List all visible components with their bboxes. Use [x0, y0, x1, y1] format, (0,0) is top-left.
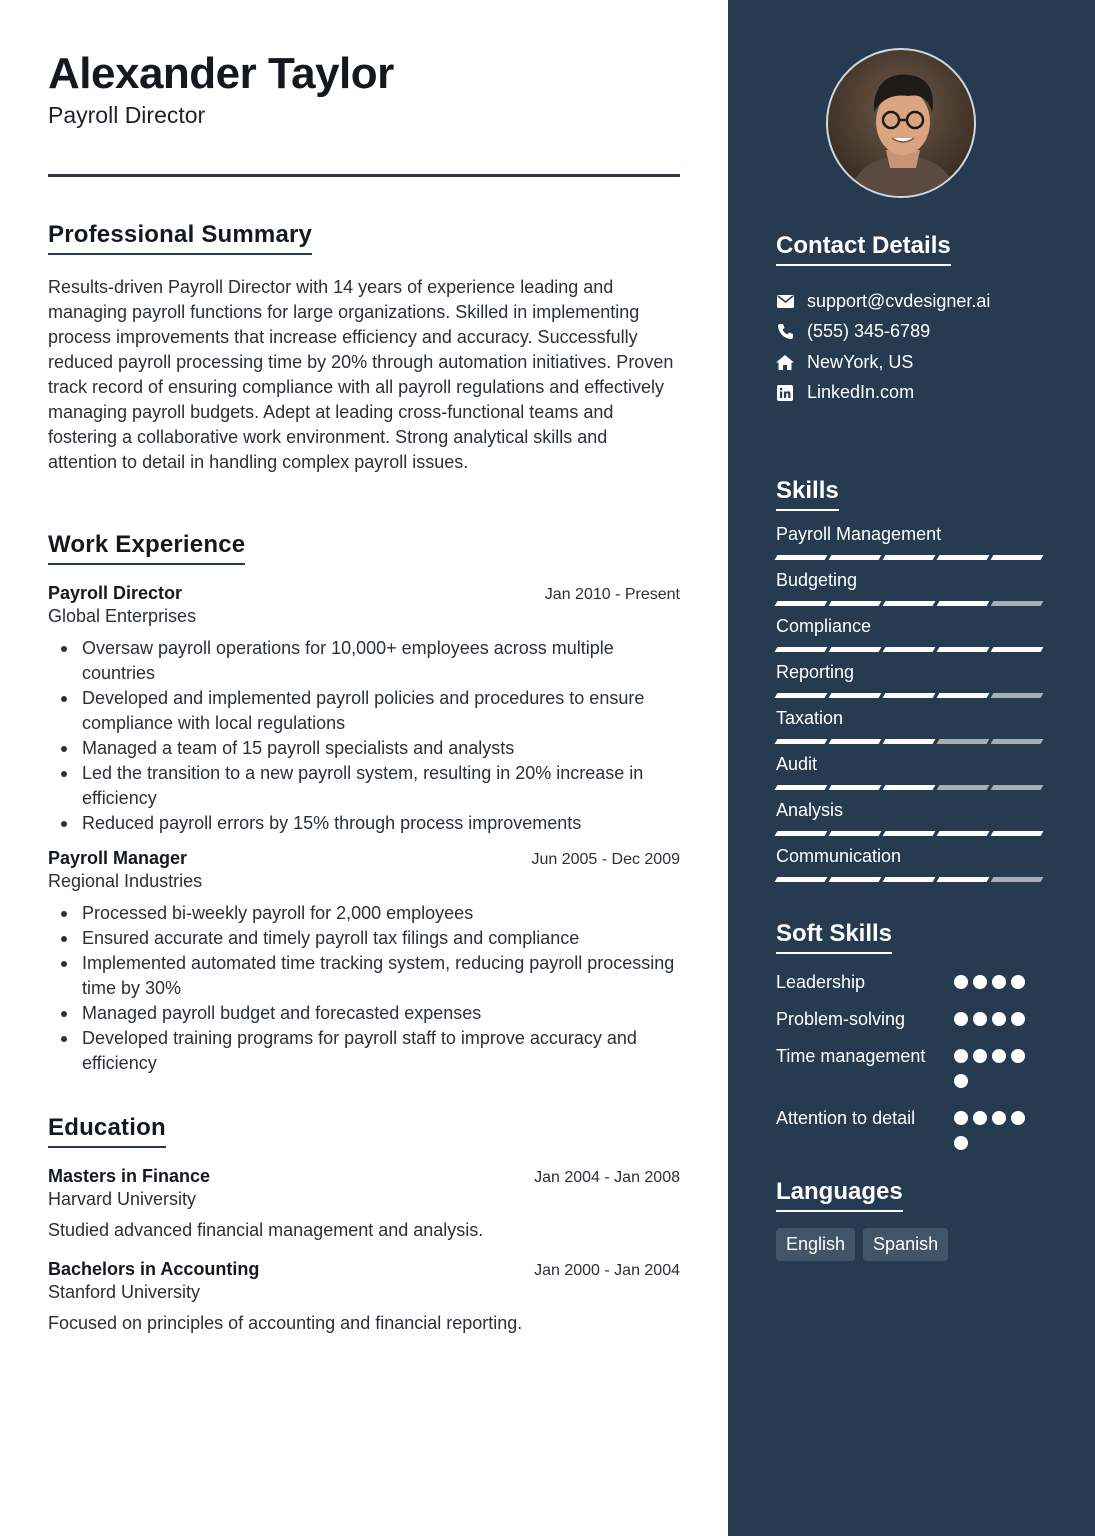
- job-bullet: Oversaw payroll operations for 10,000+ employees across multiple countries: [48, 636, 680, 686]
- skill-level-segment: [937, 647, 990, 652]
- education-description: Studied advanced financial management and analysis.: [48, 1220, 484, 1240]
- language-list: [776, 1228, 1046, 1261]
- skill-level-segment: [937, 785, 990, 790]
- contact-list: [776, 286, 1056, 408]
- job-bullets: [48, 636, 680, 836]
- home-icon: [776, 353, 794, 371]
- skill-item: [776, 799, 1046, 836]
- skill-item: [776, 753, 1046, 790]
- skill-level-segment: [991, 601, 1044, 606]
- job-company: Global Enterprises: [48, 606, 197, 626]
- skill-level-segment: [775, 831, 828, 836]
- skill-level-segment: [775, 601, 828, 606]
- soft-skill-item: [776, 970, 1046, 995]
- envelope-icon: [776, 292, 794, 310]
- skill-level-segment: [829, 647, 882, 652]
- skill-name: Taxation: [776, 708, 844, 728]
- skill-level-segment: [829, 693, 882, 698]
- rating-dot: [973, 1049, 987, 1063]
- rating-dot: [973, 1012, 987, 1026]
- rating-dot: [973, 1111, 987, 1125]
- rating-dot: [954, 1111, 968, 1125]
- skill-item: [776, 523, 1046, 560]
- skills-section: [776, 477, 1046, 882]
- education-heading: Education: [48, 1114, 166, 1148]
- job-title: Payroll Director: [48, 583, 183, 603]
- contact-phone[interactable]: [776, 317, 1056, 348]
- skill-level-segment: [829, 601, 882, 606]
- soft-skills-section: [776, 920, 1046, 1156]
- soft-skills-heading: Soft Skills: [776, 920, 892, 954]
- skill-name: Budgeting: [776, 570, 858, 590]
- rating-dot: [954, 1074, 968, 1088]
- skill-level-bar: [776, 647, 1046, 652]
- skill-level-segment: [775, 739, 828, 744]
- contact-linkedin[interactable]: [776, 378, 1056, 409]
- skill-level-segment: [883, 739, 936, 744]
- contact-section: [776, 232, 1056, 408]
- education-entry: [48, 1166, 680, 1241]
- soft-skill-rating: [954, 1007, 1034, 1032]
- skill-level-segment: [991, 693, 1044, 698]
- header-divider: [48, 174, 680, 177]
- job-bullet: Developed and implemented payroll policies and procedures to ensure compliance with local regulations: [48, 686, 680, 736]
- job-bullet: Led the transition to a new payroll system, resulting in 20% increase in efficiency: [48, 761, 680, 811]
- phone-icon: [776, 323, 794, 341]
- skill-level-segment: [829, 739, 882, 744]
- contact-phone-text: (555) 345-6789: [807, 321, 931, 342]
- skill-item: [776, 845, 1046, 882]
- skill-level-segment: [937, 877, 990, 882]
- soft-skill-name: Time management: [776, 1046, 926, 1066]
- skill-level-bar: [776, 785, 1046, 790]
- rating-dot: [1011, 975, 1025, 989]
- job-entry: [48, 583, 680, 836]
- skill-level-segment: [775, 877, 828, 882]
- language-chip: English: [776, 1228, 855, 1261]
- rating-dot: [1011, 1012, 1025, 1026]
- skill-name: Analysis: [776, 800, 844, 820]
- skill-level-segment: [991, 555, 1044, 560]
- contact-location-text: NewYork, US: [807, 351, 914, 372]
- soft-skill-item: [776, 1007, 1046, 1032]
- skill-level-segment: [829, 831, 882, 836]
- skill-name: Audit: [776, 754, 818, 774]
- job-bullet: Reduced payroll errors by 15% through process improvements: [48, 811, 680, 836]
- contact-email[interactable]: [776, 286, 1056, 317]
- job-bullets: [48, 901, 680, 1076]
- candidate-name: Alexander Taylor: [48, 49, 394, 98]
- soft-skill-name: Leadership: [776, 972, 866, 992]
- job-dates: Jun 2005 - Dec 2009: [531, 851, 680, 868]
- sidebar: [728, 0, 1095, 1536]
- skill-level-segment: [883, 555, 936, 560]
- skill-name: Reporting: [776, 662, 855, 682]
- skills-list: [776, 523, 1046, 882]
- skill-level-segment: [775, 647, 828, 652]
- experience-heading: Work Experience: [48, 531, 245, 565]
- skill-level-segment: [991, 739, 1044, 744]
- contact-heading: Contact Details: [776, 232, 951, 266]
- degree-title: Bachelors in Accounting: [48, 1259, 260, 1279]
- summary-heading: Professional Summary: [48, 221, 312, 255]
- skill-level-segment: [937, 831, 990, 836]
- rating-dot: [992, 975, 1006, 989]
- skill-level-bar: [776, 831, 1046, 836]
- skill-level-segment: [883, 647, 936, 652]
- skill-level-bar: [776, 739, 1046, 744]
- education-dates: Jan 2000 - Jan 2004: [534, 1262, 680, 1279]
- candidate-role: Payroll Director: [48, 102, 206, 128]
- linkedin-icon: [776, 384, 794, 402]
- skill-level-segment: [829, 785, 882, 790]
- education-description: Focused on principles of accounting and financial reporting.: [48, 1313, 523, 1333]
- skill-level-segment: [991, 831, 1044, 836]
- soft-skill-item: [776, 1106, 1046, 1156]
- degree-title: Masters in Finance: [48, 1166, 211, 1186]
- soft-skill-item: [776, 1044, 1046, 1094]
- job-bullet: Processed bi-weekly payroll for 2,000 employees: [48, 901, 680, 926]
- rating-dot: [992, 1111, 1006, 1125]
- contact-location: [776, 347, 1056, 378]
- skill-level-segment: [829, 877, 882, 882]
- skill-level-segment: [883, 693, 936, 698]
- soft-skills-list: [776, 970, 1046, 1156]
- skill-item: [776, 569, 1046, 606]
- job-dates: Jan 2010 - Present: [544, 586, 680, 603]
- skill-item: [776, 661, 1046, 698]
- rating-dot: [954, 1012, 968, 1026]
- skill-item: [776, 615, 1046, 652]
- skill-level-bar: [776, 555, 1046, 560]
- skill-name: Payroll Management: [776, 524, 942, 544]
- skill-level-segment: [883, 785, 936, 790]
- rating-dot: [1011, 1111, 1025, 1125]
- skill-level-segment: [775, 555, 828, 560]
- skill-level-segment: [937, 693, 990, 698]
- skill-level-segment: [775, 785, 828, 790]
- job-company: Regional Industries: [48, 871, 203, 891]
- skill-level-segment: [829, 555, 882, 560]
- rating-dot: [954, 1049, 968, 1063]
- education-dates: Jan 2004 - Jan 2008: [534, 1169, 680, 1186]
- skills-heading: Skills: [776, 477, 839, 511]
- skill-level-segment: [883, 877, 936, 882]
- rating-dot: [954, 975, 968, 989]
- job-bullet: Managed a team of 15 payroll specialists and analysts: [48, 736, 680, 761]
- contact-linkedin-text: LinkedIn.com: [807, 382, 915, 403]
- skill-level-bar: [776, 601, 1046, 606]
- rating-dot: [992, 1049, 1006, 1063]
- summary-text: Results-driven Payroll Director with 14 years of experience leading and managing payroll functions for large organizations. Skilled in implementing process improvements that increase efficiency and accuracy. Successfully reduced payroll processing time by 20% through automation initiatives. Proven track record of ensuring compliance with all payroll regulations and effectively managing payroll budgets. Adept at leading cross-functional teams and fostering a collaborative work environment. Strong analytical skills and attention to detail in handling complex payroll issues.: [48, 277, 674, 472]
- education-entry: [48, 1259, 680, 1334]
- job-entry: [48, 848, 680, 1076]
- skill-level-segment: [775, 693, 828, 698]
- contact-email-text: support@cvdesigner.ai: [807, 290, 991, 311]
- soft-skill-rating: [954, 1106, 1034, 1156]
- soft-skill-rating: [954, 1044, 1034, 1094]
- job-bullet: Managed payroll budget and forecasted expenses: [48, 1001, 680, 1026]
- profile-photo-icon: [828, 50, 976, 198]
- skill-level-segment: [991, 647, 1044, 652]
- languages-section: [776, 1178, 1046, 1261]
- skill-name: Communication: [776, 846, 902, 866]
- soft-skill-name: Attention to detail: [776, 1108, 916, 1128]
- job-bullet: Ensured accurate and timely payroll tax filings and compliance: [48, 926, 680, 951]
- school-name: Stanford University: [48, 1282, 201, 1302]
- skill-level-segment: [883, 831, 936, 836]
- main-column: [48, 50, 680, 1334]
- skill-level-segment: [991, 877, 1044, 882]
- soft-skill-name: Problem-solving: [776, 1009, 906, 1029]
- job-title: Payroll Manager: [48, 848, 188, 868]
- job-bullet: Implemented automated time tracking system, reducing payroll processing time by 30%: [48, 951, 680, 1001]
- job-bullet: Developed training programs for payroll staff to improve accuracy and efficiency: [48, 1026, 680, 1076]
- avatar: [826, 48, 976, 198]
- school-name: Harvard University: [48, 1189, 197, 1209]
- rating-dot: [973, 975, 987, 989]
- skill-level-segment: [883, 601, 936, 606]
- rating-dot: [954, 1136, 968, 1150]
- skill-level-segment: [937, 555, 990, 560]
- rating-dot: [1011, 1049, 1025, 1063]
- rating-dot: [992, 1012, 1006, 1026]
- languages-heading: Languages: [776, 1178, 903, 1212]
- soft-skill-rating: [954, 970, 1034, 995]
- language-chip: Spanish: [863, 1228, 948, 1261]
- skill-level-bar: [776, 877, 1046, 882]
- skill-name: Compliance: [776, 616, 872, 636]
- skill-level-segment: [937, 739, 990, 744]
- skill-level-bar: [776, 693, 1046, 698]
- skill-level-segment: [937, 601, 990, 606]
- skill-level-segment: [991, 785, 1044, 790]
- skill-item: [776, 707, 1046, 744]
